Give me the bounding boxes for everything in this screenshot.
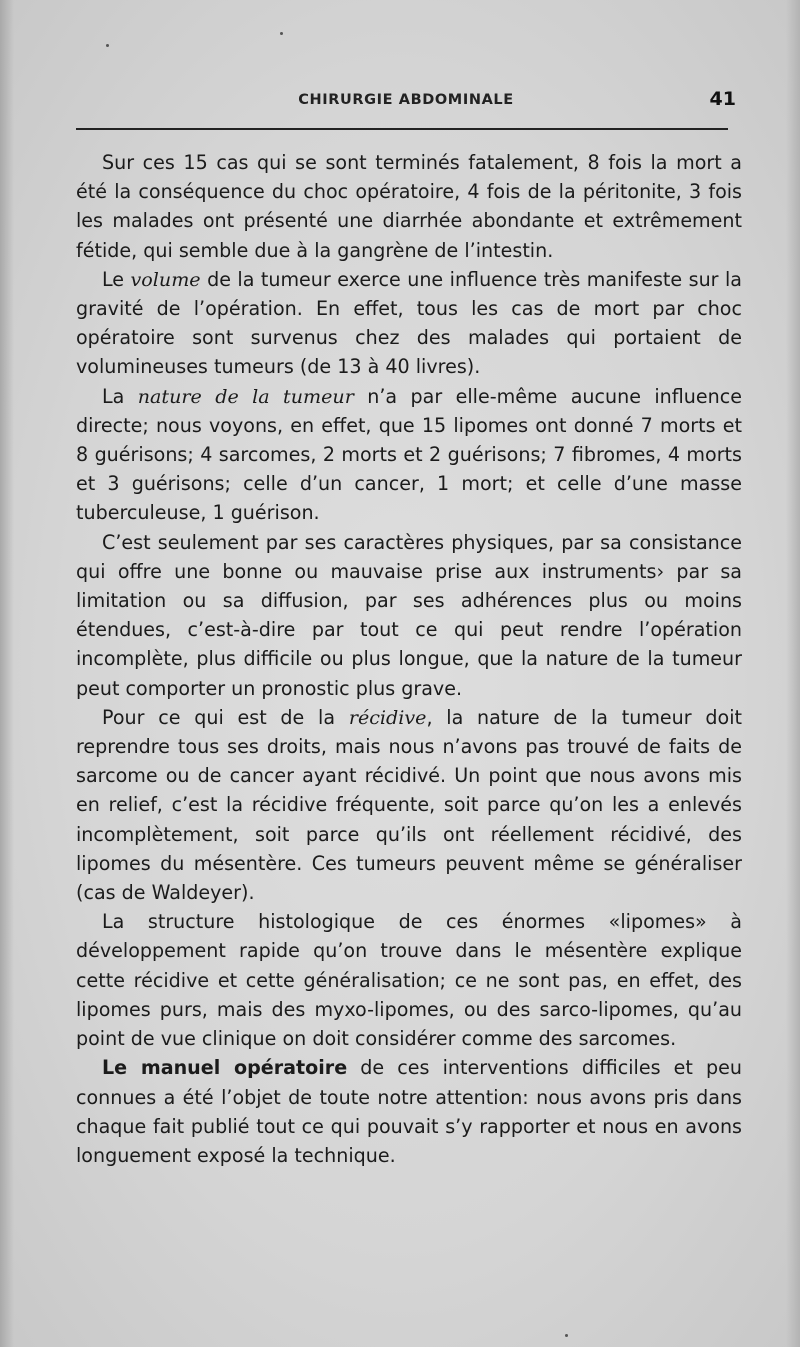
left-page-edge	[0, 0, 14, 1347]
body-text	[76, 148, 742, 1170]
page-number: 41	[709, 88, 736, 110]
paragraph-3	[76, 382, 742, 528]
paragraph-5	[76, 703, 742, 907]
paragraph-6	[76, 907, 742, 1053]
paragraph-7	[76, 1053, 742, 1170]
paragraph-1-text: Sur ces 15 cas qui se sont terminés fatalement, 8 fois la mort a été la conséquence du choc opératoire, 4 fois de la péritonite, 3 fois les malades ont présenté une diarrhée abondante et extrêmement fétide, qui semble due à la gangrène de l’intestin.	[76, 151, 742, 262]
paper-speck	[280, 32, 283, 35]
paragraph-5-italic-term: récidive	[348, 705, 427, 729]
paragraph-5-text-a: Pour ce qui est de la	[102, 705, 349, 729]
paragraph-2	[76, 265, 742, 382]
paper-speck	[106, 44, 109, 47]
paragraph-2-italic-term: volume	[130, 267, 201, 291]
paragraph-1	[76, 148, 742, 265]
page-header	[76, 88, 736, 118]
running-title: CHIRURGIE ABDOMINALE	[298, 92, 514, 108]
right-page-edge	[786, 0, 800, 1347]
paragraph-4	[76, 528, 742, 703]
paragraph-5-text-b: , la nature de la tumeur doit reprendre tous ses droits, mais nous n’avons pas trouvé de faits de sarcome ou de cancer ayant récidivé. Un point que nous avons mis en relief, c’est la récidive fréquente, soit parce qu’on les a enlevés incomplètement, soit parce qu’ils ont réellement récidivé, des lipomes du mésentère. Ces tumeurs peuvent même se généraliser (cas de Waldeyer).	[76, 705, 742, 905]
paragraph-2-text-a: Le	[102, 267, 131, 291]
paragraph-2-text-b: de la tumeur exerce une influence très manifeste sur la gravité de l’opération. En effet, tous les cas de mort par choc opératoire sont survenus chez des malades qui portaient de volumineuses tumeurs (de 13 à 40 livres).	[76, 267, 742, 379]
paragraph-7-bold-term: Le manuel opératoire	[102, 1056, 348, 1080]
paragraph-3-text-b: n’a par elle-même aucune influence directe; nous voyons, en effet, que 15 lipomes ont donné 7 morts et 8 guérisons; 4 sarcomes, 2 morts et 2 guérisons; 7 fibromes, 4 morts et 3 guérisons; celle d’un cancer, 1 mort; et celle d’une masse tuberculeuse, 1 guérison.	[76, 384, 742, 525]
paragraph-6-text: La structure histologique de ces énormes «lipomes» à développement rapide qu’on trouve dans le mésentère explique cette récidive et cette généralisation; ce ne sont pas, en effet, des lipomes purs, mais des myxo-lipomes, ou des sarco-lipomes, qu’au point de vue clinique on doit considérer comme des sarcomes.	[76, 910, 742, 1051]
paragraph-4-text: C’est seulement par ses caractères physiques, par sa consistance qui offre une bonne ou mauvaise prise aux instruments› par sa limitation ou sa diffusion, par ses adhérences plus ou moins étendues, c’est-à-dire par tout ce qui peut rendre l’opération incomplète, plus difficile ou plus longue, que la nature de la tumeur peut comporter un pronostic plus grave.	[76, 530, 742, 700]
paragraph-7-text: de ces interventions difficiles et peu connues a été l’objet de toute notre attention: nous avons pris dans chaque fait publié tout ce qui pouvait s’y rapporter et nous en avons longuement exposé la technique.	[76, 1056, 742, 1167]
paragraph-3-italic-term: nature de la tumeur	[137, 384, 354, 408]
paper-speck	[565, 1334, 568, 1337]
header-rule	[76, 128, 728, 130]
paragraph-3-text-a: La	[102, 384, 138, 408]
